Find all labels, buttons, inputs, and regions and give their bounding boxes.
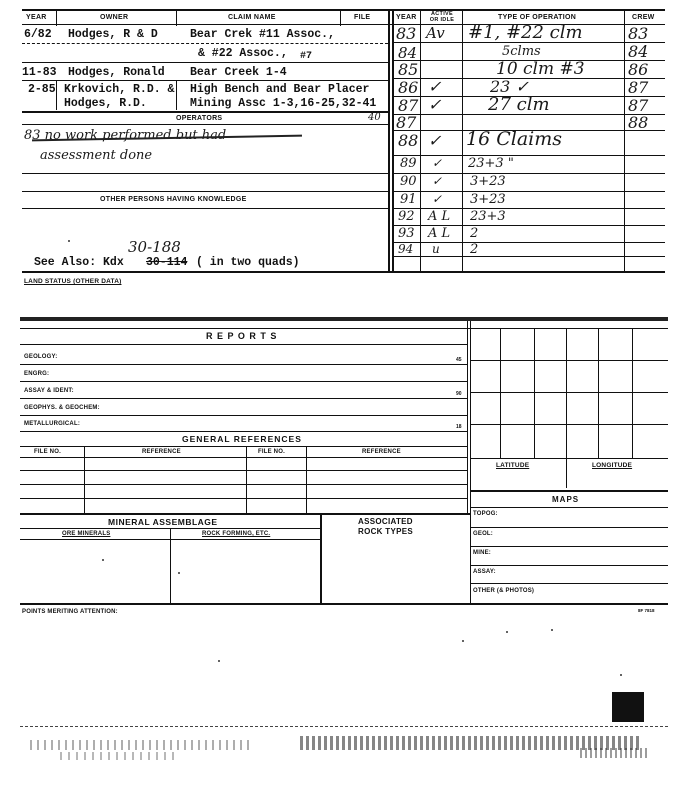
owner-year: 6/82	[24, 28, 52, 41]
op-year: 83	[396, 24, 417, 43]
op-crew: 86	[628, 60, 649, 79]
report-assay: ASSAY & IDENT:	[24, 388, 74, 394]
header-claim-name: CLAIM NAME	[228, 14, 276, 21]
op-type: 2	[470, 242, 479, 257]
claim-note: #7	[300, 51, 313, 62]
header-type-of-operation: TYPE OF OPERATION	[498, 14, 577, 21]
claim-name: & #22 Assoc.,	[198, 47, 288, 60]
gr-col-reference: REFERENCE	[142, 449, 181, 455]
maps-mine: MINE:	[473, 550, 491, 556]
op-crew: 87	[628, 96, 649, 115]
owner-year: 11-83	[22, 66, 57, 79]
owner-year: 2-85	[28, 83, 56, 96]
header-year-2: YEAR	[396, 14, 417, 21]
op-status: u	[432, 242, 440, 256]
mineral-assemblage-title: MINERAL ASSEMBLAGE	[108, 517, 218, 527]
other-persons-label: OTHER PERSONS HAVING KNOWLEDGE	[100, 196, 247, 203]
claim-name: High Bench and Bear Placer	[190, 83, 370, 96]
maps-assay: ASSAY:	[473, 569, 496, 575]
operators-label: OPERATORS	[176, 115, 223, 122]
owner-name: Hodges, Ronald	[68, 66, 165, 79]
claim-name: Bear Crek #11 Assoc.,	[190, 28, 335, 41]
op-type: 16 Claims	[466, 128, 563, 150]
operators-note: 40	[368, 112, 381, 123]
op-year: 85	[398, 60, 419, 79]
op-type: 23+3 "	[468, 156, 514, 171]
op-type: 5clms	[502, 44, 541, 59]
gr-col-file-no-2: FILE NO.	[258, 449, 285, 455]
see-also-struck: 30-114	[146, 256, 188, 269]
op-year: 90	[400, 174, 417, 189]
land-status-label: LAND STATUS (OTHER DATA)	[24, 278, 122, 285]
op-crew: 88	[628, 113, 649, 132]
gr-col-reference-2: REFERENCE	[362, 449, 401, 455]
report-geophys: GEOPHYS. & GEOCHEM:	[24, 405, 100, 411]
op-status: ✓	[432, 192, 443, 206]
op-status: ✓	[428, 95, 442, 114]
form-number: 8F 7818	[638, 608, 655, 613]
maps-geol: GEOL:	[473, 531, 493, 537]
see-also-prefix: See Also: Kdx	[34, 256, 124, 269]
claim-name: Bear Creek 1-4	[190, 66, 287, 79]
operators-handwritten-note: 83 no work performed but had	[24, 128, 227, 143]
maps-title: MAPS	[552, 495, 580, 504]
rock-forming-label: ROCK FORMING, ETC.	[202, 531, 271, 537]
see-also-handwritten: 30-188	[128, 238, 181, 256]
op-type: 10 clm #3	[496, 59, 585, 79]
op-year: 87	[398, 96, 419, 115]
longitude-label: LONGITUDE	[592, 462, 633, 469]
gr-col-file-no: FILE NO.	[34, 449, 61, 455]
header-file: FILE	[354, 14, 371, 21]
header-crew: CREW	[632, 14, 655, 21]
operators-handwritten-note: assessment done	[40, 148, 153, 163]
report-num: 90	[456, 391, 462, 397]
header-year: YEAR	[26, 14, 47, 21]
owner-name: Hodges, R.D.	[64, 97, 147, 110]
claim-name: Mining Assc 1-3,16-25,32-41	[190, 97, 377, 110]
header-active-idle: ACTIVE OR IDLE	[429, 11, 455, 23]
op-status: A L	[428, 209, 451, 224]
associated-label: ASSOCIATED	[358, 517, 413, 526]
points-meriting-label: POINTS MERITING ATTENTION:	[22, 609, 118, 615]
op-year: 87	[396, 113, 417, 132]
op-status: ✓	[428, 131, 442, 150]
op-year: 92	[398, 209, 415, 224]
maps-topog: TOPOG:	[473, 511, 498, 517]
see-also-suffix: ( in two quads)	[196, 256, 300, 269]
report-geology: GEOLOGY:	[24, 354, 58, 360]
op-type: 3+23	[470, 174, 506, 189]
op-crew: 87	[628, 78, 649, 97]
header-owner: OWNER	[100, 14, 129, 21]
report-metallurgical: METALLURGICAL:	[24, 421, 81, 427]
op-status: ✓	[432, 174, 443, 188]
op-type: 3+23	[470, 192, 506, 207]
ore-minerals-label: ORE MINERALS	[62, 531, 111, 537]
scan-blot	[612, 692, 644, 722]
op-year: 84	[398, 44, 418, 62]
latitude-label: LATITUDE	[496, 462, 530, 469]
op-crew: 83	[628, 24, 649, 43]
op-type: 2	[470, 226, 479, 241]
maps-other: OTHER (& PHOTOS)	[473, 588, 535, 594]
op-year: 91	[400, 192, 417, 207]
op-status: ✓	[428, 77, 442, 96]
report-num: 18	[456, 424, 462, 430]
report-engrg: ENGRG:	[24, 371, 50, 377]
reports-title: R E P O R T S	[206, 331, 278, 341]
owner-name: Hodges, R & D	[68, 28, 158, 41]
op-type: 27 clm	[488, 94, 550, 115]
op-status: ✓	[432, 156, 443, 170]
op-type: 23 ✓	[490, 77, 529, 96]
op-year: 88	[398, 131, 419, 150]
op-status: Av	[426, 24, 445, 42]
general-references-title: GENERAL REFERENCES	[182, 434, 302, 444]
report-num: 45	[456, 357, 462, 363]
op-year: 94	[398, 242, 414, 256]
rock-types-label: ROCK TYPES	[358, 527, 414, 536]
op-type: 23+3	[470, 209, 506, 224]
op-crew: 84	[628, 42, 649, 61]
op-status: A L	[428, 226, 451, 241]
op-type: #1, #22 clm	[468, 22, 583, 43]
op-year: 86	[398, 78, 419, 97]
op-year: 89	[400, 156, 417, 171]
op-year: 93	[398, 226, 415, 241]
heavy-rule	[20, 317, 668, 321]
owner-name: Krkovich, R.D. &	[64, 83, 175, 96]
